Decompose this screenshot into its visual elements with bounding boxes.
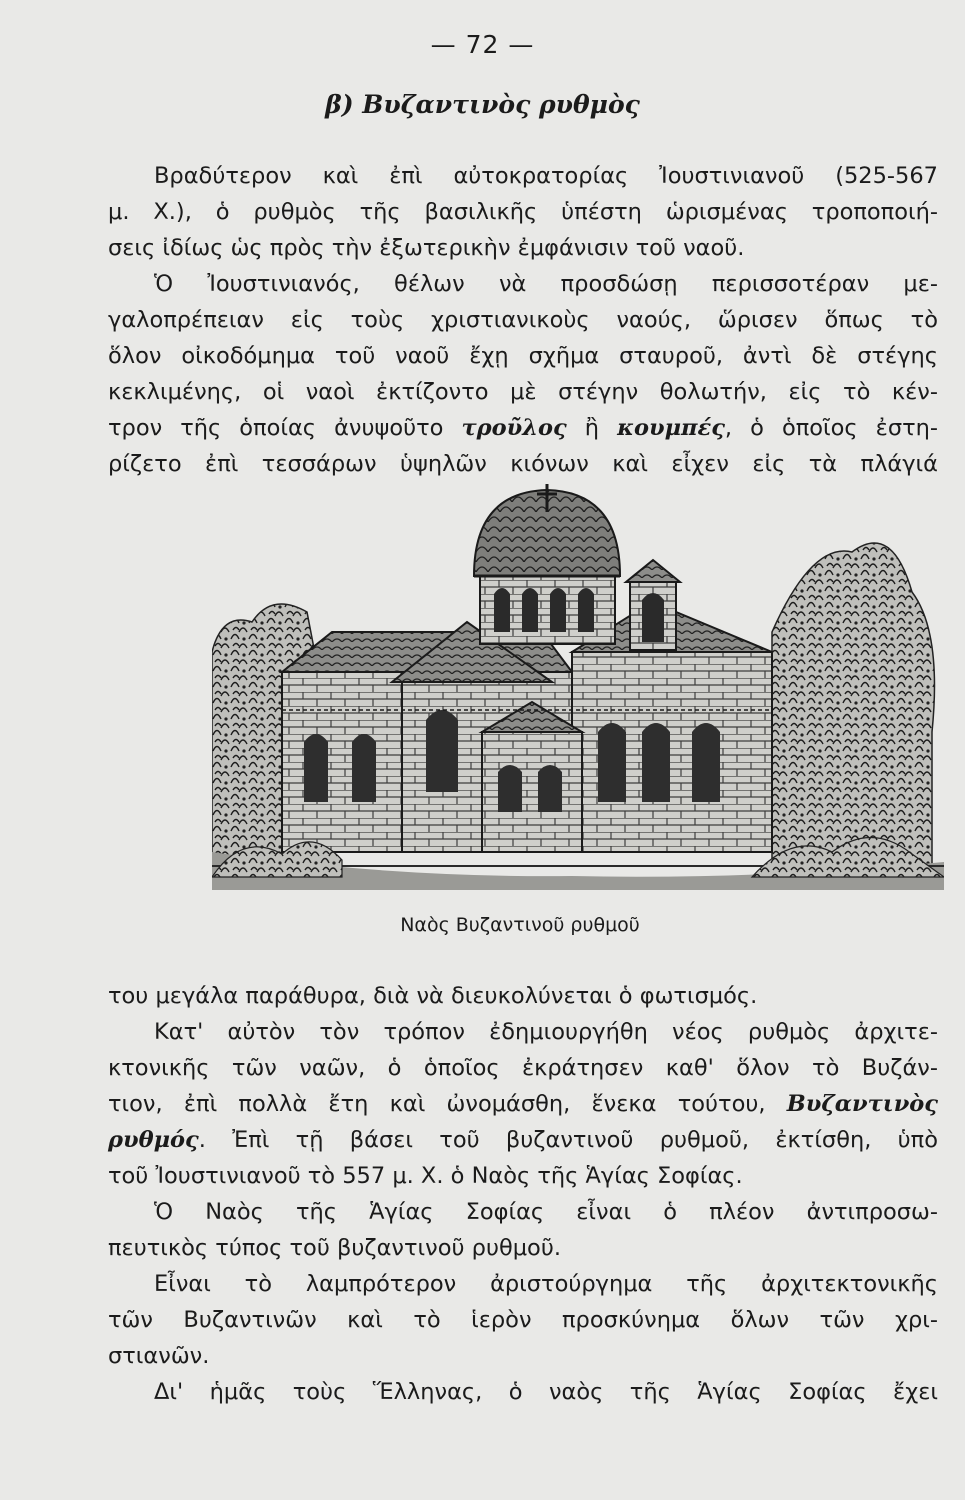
paragraph-3 [108,978,938,1194]
text-run: ἢ [584,415,600,441]
paragraph-2 [108,266,938,482]
paragraph-line: γαλοπρέπειαν εἰς τοὺς χριστιανικοὺς ναούς, ὥρισεν ὅπως τὸ [108,307,938,333]
paragraph-line [108,1086,938,1122]
paragraph-line: μ. Χ.), ὁ ρυθμὸς τῆς βασιλικῆς ὑπέστη ὡρισμένας τροποποιή- [108,199,938,225]
paragraph-line: τῶν Βυζαντινῶν καὶ τὸ ἱερὸν προσκύνημα ὅλων τῶν χρι- [108,1307,938,1333]
paragraph-line: πευτικὸς τύπος τοῦ βυζαντινοῦ ρυθμοῦ. [108,1235,561,1261]
paragraph-line [108,1122,938,1158]
paragraph-6 [108,1374,938,1410]
paragraph-4 [108,1194,938,1266]
byzantine-church-illustration [212,482,944,890]
paragraph-line: Ὁ Ἰουστινιανός, θέλων νὰ προσδώσῃ περισσοτέραν με- [154,271,938,297]
page-number: — 72 — [430,30,535,59]
text-run: τρον τῆς ὁποίας ἀνυψοῦτο [108,415,444,441]
paragraph-line [108,410,938,446]
paragraph-line: κεκλιμένης, οἱ ναοὶ ἐκτίζοντο μὲ στέγην θολωτήν, εἰς τὸ κέν- [108,379,938,405]
paragraph-line: Εἶναι τὸ λαμπρότερον ἀριστούργημα τῆς ἀρχιτεκτονικῆς [154,1271,938,1297]
paragraph-line: ρίζετο ἐπὶ τεσσάρων ὑψηλῶν κιόνων καὶ εἶχεν εἰς τὰ πλάγιά [108,451,938,477]
paragraph-line: του μεγάλα παράθυρα, διὰ νὰ διευκολύνεται ὁ φωτισμός. [108,983,758,1009]
term-koumpes: κουμπές [617,415,725,441]
paragraph-line: Ὁ Ναὸς τῆς Ἁγίας Σοφίας εἶναι ὁ πλέον ἀντιπροσω- [154,1199,938,1225]
paragraph-line: Κατ' αὐτὸν τὸν τρόπον ἐδημιουργήθη νέος ρυθμὸς ἀρχιτε- [154,1019,938,1045]
term-rythmos: ρυθμός [108,1127,199,1153]
text-run: . Ἐπὶ τῇ βάσει τοῦ βυζαντινοῦ ρυθμοῦ, ἐκτίσθη, ὑπὸ [198,1127,938,1153]
term-troulos: τροῦλος [461,415,567,441]
paragraph-line: τοῦ Ἰουστινιανοῦ τὸ 557 μ. Χ. ὁ Ναὸς τῆς Ἁγίας Σοφίας. [108,1163,743,1189]
term-byzantinos: Βυζαντινὸς [786,1091,939,1117]
figure-caption: Ναὸς Βυζαντινοῦ ρυθμοῦ [400,914,640,936]
section-heading: β) Βυζαντινὸς ρυθμὸς [325,90,640,119]
paragraph-line: κτονικῆς τῶν ναῶν, ὁ ὁποῖος ἐκράτησεν καθ' ὅλον τὸ Βυζάν- [108,1055,938,1081]
paragraph-line: σεις ἰδίως ὡς πρὸς τὴν ἐξωτερικὴν ἐμφάνισιν τοῦ ναοῦ. [108,235,745,261]
paragraph-line: στιανῶν. [108,1343,210,1369]
text-run: , ὁ ὁποῖος ἐστη- [724,415,939,441]
paragraph-line: Βραδύτερον καὶ ἐπὶ αὐτοκρατορίας Ἰουστινιανοῦ (525-567 [154,163,938,189]
paragraph-line: Δι' ἡμᾶς τοὺς Ἕλληνας, ὁ ναὸς τῆς Ἁγίας Σοφίας ἔχει [154,1379,938,1405]
text-run: τιον, ἐπὶ πολλὰ ἔτη καὶ ὠνομάσθη, ἕνεκα τούτου, [108,1091,766,1117]
paragraph-5 [108,1266,938,1374]
paragraph-1 [108,158,938,266]
paragraph-line: ὅλον οἰκοδόμημα τοῦ ναοῦ ἔχῃ σχῆμα σταυροῦ, ἀντὶ δὲ στέγης [108,343,938,369]
